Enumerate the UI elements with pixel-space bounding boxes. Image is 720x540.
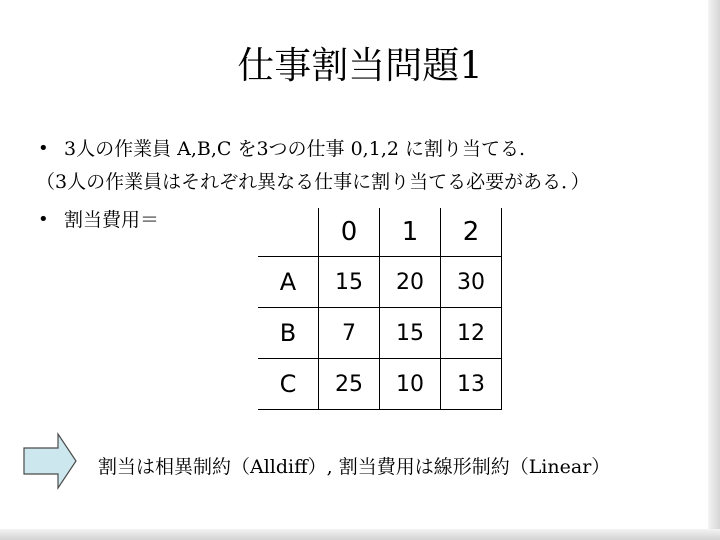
row-header: C xyxy=(258,359,319,410)
table-cell: 30 xyxy=(441,257,502,308)
bullet-text-cost-label: 割当費用＝ xyxy=(64,209,160,231)
table-cell: 15 xyxy=(380,308,441,359)
table-row xyxy=(258,359,502,410)
row-header: A xyxy=(258,257,319,308)
bullet-text-workers: 3人の作業員 A,B,C を3つの仕事 0,1,2 に割り当てる. xyxy=(64,138,526,160)
table-row xyxy=(258,308,502,359)
column-header: 2 xyxy=(441,208,502,257)
table-cell: 25 xyxy=(319,359,380,410)
cost-table xyxy=(258,208,502,410)
bullet-2: • xyxy=(38,209,49,230)
row-header: B xyxy=(258,308,319,359)
table-cell: 10 xyxy=(380,359,441,410)
right-arrow-icon xyxy=(22,432,78,490)
slide-edge-bottom xyxy=(0,529,720,540)
conclusion-text: 割当は相異制約（Alldiff）, 割当費用は線形制約（Linear） xyxy=(98,456,611,478)
column-header: 1 xyxy=(380,208,441,257)
table-header-row xyxy=(258,208,502,257)
table-corner-cell xyxy=(258,208,319,257)
slide-title: 仕事割当問題1 xyxy=(237,44,483,87)
bullet-1: • xyxy=(38,138,49,159)
table-cell: 12 xyxy=(441,308,502,359)
table-row xyxy=(258,257,502,308)
column-header: 0 xyxy=(319,208,380,257)
table-cell: 13 xyxy=(441,359,502,410)
note-text-distinct-jobs: （3人の作業員はそれぞれ異なる仕事に割り当てる必要がある．） xyxy=(36,171,590,193)
table-cell: 15 xyxy=(319,257,380,308)
table-cell: 7 xyxy=(319,308,380,359)
table-cell: 20 xyxy=(380,257,441,308)
